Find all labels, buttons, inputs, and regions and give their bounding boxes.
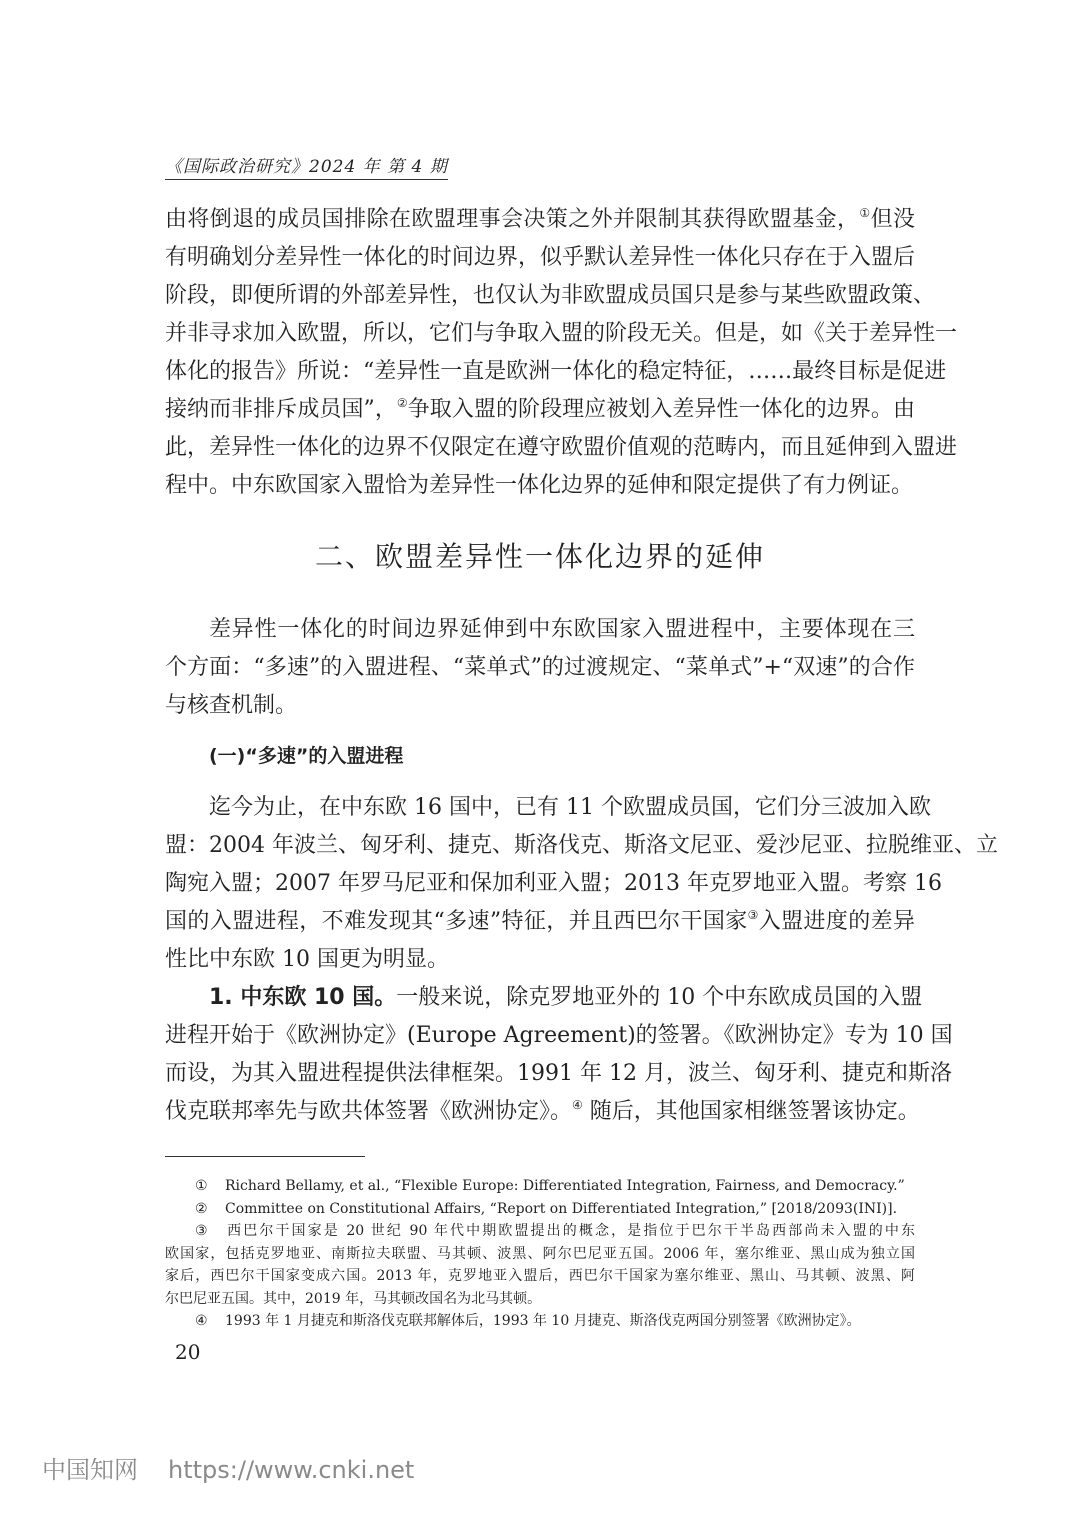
text-run: 一般来说，除克罗地亚外的 10 个中东欧成员国的入盟 [396,985,923,1010]
footnote-ref[interactable]: ① [859,206,871,220]
text-run: 国的入盟进程，不难发现其“多速”特征，并且西巴尔干国家 [165,909,748,934]
text-run: 接纳而非排斥成员国”， [165,397,397,422]
footnote-text: Committee on Constitutional Affairs, “Report on Differentiated Integration,” [2018/2093(INI)]. [225,1200,898,1217]
run-in-heading: 1. 中东欧 10 国。 [209,985,397,1010]
text-run: 进程开始于《欧洲协定》(Europe Agreement)的签署。《欧洲协定》专为 10 国 [165,1023,953,1048]
footnote-text: 西巴尔干国家是 20 世纪 90 年代中期欧盟提出的概念，是指位于巴尔干半岛西部尚未入盟的中东 [225,1223,915,1239]
footnote-line [165,1310,915,1333]
text-run: 由将倒退的成员国排除在欧盟理事会决策之外并限制其获得欧盟基金， [165,207,860,232]
section-heading: 二、欧盟差异性一体化边界的延伸 [314,540,765,573]
text-run: 个方面：“多速”的入盟进程、“菜单式”的过渡规定、“菜单式”+“双速”的合作 [165,655,915,680]
text-line [165,687,915,725]
footnote-number: ③ [195,1223,208,1239]
text-run: 并非寻求加入欧盟，所以，它们与争取入盟的阶段无关。但是，如《关于差异性一 [165,321,958,346]
footnote-text: 尔巴尼亚五国。其中，2019 年，马其顿改国名为北马其顿。 [165,1290,542,1307]
text-line [165,315,958,353]
text-line [165,391,915,429]
text-run: 入盟进度的差异 [758,909,915,934]
text-run: 性比中东欧 10 国更为明显。 [165,947,449,972]
text-run: 而设，为其入盟进程提供法律框架。1991 年 12 月，波兰、匈牙利、捷克和斯洛 [165,1061,952,1086]
text-run: 随后，其他国家相继签署该协定。 [582,1099,920,1124]
footnote-number: ② [195,1200,208,1217]
text-line [165,979,923,1017]
footnote-ref[interactable]: ③ [747,908,759,922]
watermark-brand: 中国知网 [42,1456,138,1484]
text-line [165,239,915,277]
footnote-ref[interactable]: ② [396,396,408,410]
footnote-text: Richard Bellamy, et al., “Flexible Europe: Differentiated Integration, Fairness, and Democracy.” [225,1178,905,1194]
text-run: 与核查机制。 [165,693,298,718]
watermark [42,1450,444,1485]
footnote-line [165,1175,915,1198]
running-header: 《国际政治研究》2024 年 第 4 期 [165,152,448,180]
text-line [165,827,998,865]
text-line [165,941,915,979]
paragraph-4 [165,979,953,1131]
text-run: 迄今为止，在中东欧 16 国中，已有 11 个欧盟成员国，它们分三波加入欧 [209,795,931,820]
footnotes [165,1175,915,1333]
paragraph-3 [165,789,998,979]
text-line [165,1093,920,1131]
paragraph-2 [165,611,915,725]
text-run: 陶宛入盟；2007 年罗马尼亚和保加利亚入盟；2013 年克罗地亚入盟。考察 16 [165,871,942,896]
text-line [165,429,958,467]
text-run: 盟：2004 年波兰、匈牙利、捷克、斯洛伐克、斯洛文尼亚、爱沙尼亚、拉脱维亚、立 [165,833,998,858]
text-line [165,789,931,827]
text-line [165,467,915,505]
text-run: 体化的报告》所说：“差异性一直是欧洲一体化的稳定特征，……最终目标是促进 [165,359,947,384]
text-line [165,201,915,239]
footnote-line [165,1288,915,1311]
footnote-text: 1993 年 1 月捷克和斯洛伐克联邦解体后，1993 年 10 月捷克、斯洛伐克两国分别签署《欧洲协定》。 [225,1313,861,1329]
text-run: 但没 [870,207,915,232]
footnote-text: 欧国家，包括克罗地亚、南斯拉夫联盟、马其顿、波黑、阿尔巴尼亚五国。2006 年，塞尔维亚、黑山成为独立国 [165,1245,915,1262]
text-line [165,649,915,687]
footnote-number: ① [195,1178,208,1194]
text-line [165,611,915,649]
subsection-heading: (一)“多速”的入盟进程 [209,745,404,767]
text-run: 有明确划分差异性一体化的时间边界，似乎默认差异性一体化只存在于入盟后 [165,245,915,270]
footnote-divider [165,1156,365,1157]
text-line [165,865,942,903]
footnote-ref[interactable]: ④ [572,1098,583,1112]
text-run: 阶段，即便所谓的外部差异性，也仅认为非欧盟成员国只是参与某些欧盟政策、 [165,283,936,308]
footnote-line [165,1243,915,1266]
text-run: 程中。中东欧国家入盟恰为差异性一体化边界的延伸和限定提供了有力例证。 [165,473,914,498]
watermark-url: https://www.cnki.net [168,1456,415,1484]
page-number: 20 [175,1340,201,1364]
footnote-line [165,1265,915,1288]
paragraph-1 [165,201,958,505]
footnote-text: 家后，西巴尔干国家变成六国。2013 年，克罗地亚入盟后，西巴尔干国家为塞尔维亚、黑山、马其顿、波黑、阿 [165,1268,915,1284]
text-run: 伐克联邦率先与欧共体签署《欧洲协定》。 [165,1099,573,1124]
text-line [165,1055,952,1093]
footnote-line [165,1198,915,1221]
footnote-number: ④ [195,1313,208,1329]
text-line [165,903,915,941]
footnote-line [165,1220,915,1243]
text-run: 此，差异性一体化的边界不仅限定在遵守欧盟价值观的范畴内，而且延伸到入盟进 [165,435,958,460]
text-run: 差异性一体化的时间边界延伸到中东欧国家入盟进程中，主要体现在三 [209,617,915,642]
text-line [165,1017,953,1055]
text-line [165,353,947,391]
text-line [165,277,936,315]
text-run: 争取入盟的阶段理应被划入差异性一体化的边界。由 [407,397,915,422]
